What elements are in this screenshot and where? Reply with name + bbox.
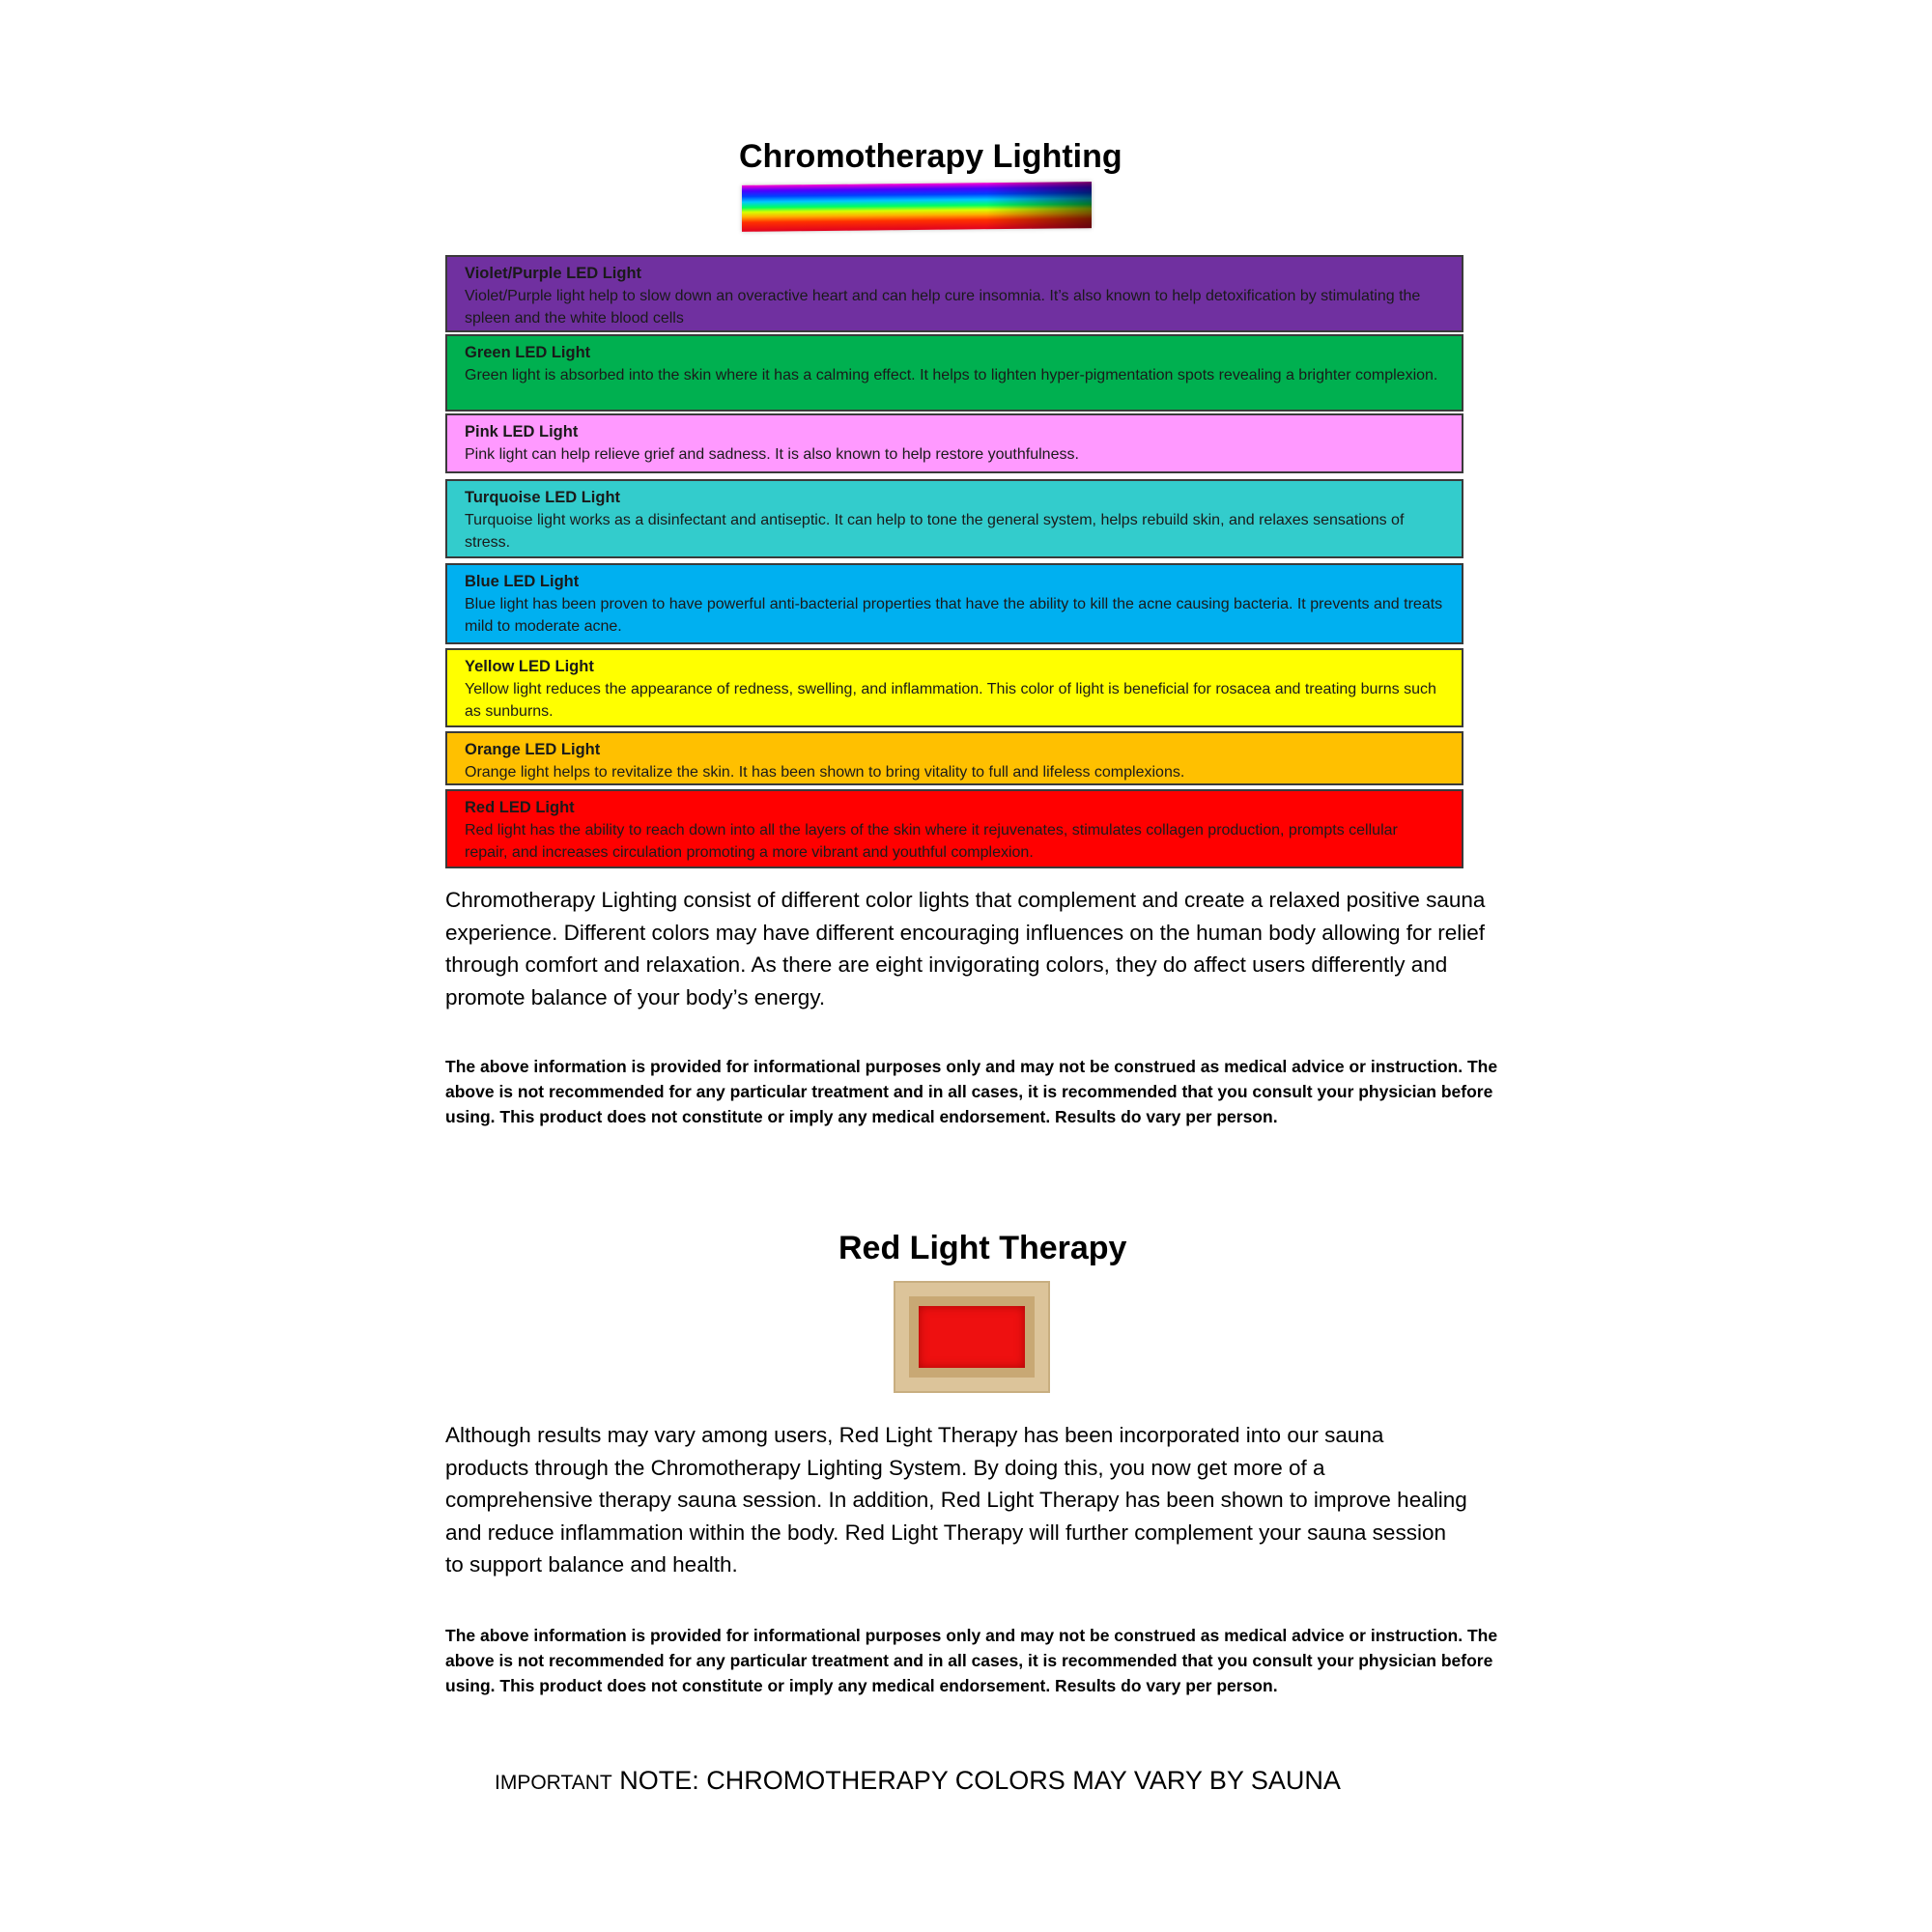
led-name: Blue LED Light [465, 573, 580, 590]
led-box-green [445, 334, 1463, 412]
led-name: Green LED Light [465, 344, 591, 361]
led-name: Turquoise LED Light [465, 489, 621, 506]
led-name: Pink LED Light [465, 423, 579, 440]
led-box-yellow [445, 648, 1463, 727]
red-light-disclaimer: The above information is provided for informational purposes only and may not be construed as medical advice or instruction. The above is not recommended for any particular treatment and in all cases, it is recommended that you consult your physician before using. This product does not constitute or imply any medical endorsement. Results do vary per person. [445, 1626, 1498, 1695]
important-note [495, 1766, 1341, 1796]
led-name: Yellow LED Light [465, 658, 594, 675]
rainbow-spectrum-image [742, 182, 1092, 232]
important-note-prefix: IMPORTANT [495, 1772, 612, 1794]
red-light-panel-image [894, 1281, 1050, 1393]
important-note-text: NOTE: CHROMOTHERAPY COLORS MAY VARY BY SAUNA [619, 1766, 1341, 1795]
led-description: Orange light helps to revitalize the skin. It has been shown to bring vitality to full and lifeless complexions. [465, 764, 1185, 781]
led-description: Yellow light reduces the appearance of redness, swelling, and inflammation. This color of light is beneficial for rosacea and treating burns such as sunburns. [465, 681, 1436, 720]
red-light-paragraph: Although results may vary among users, Red Light Therapy has been incorporated into our sauna products through the Chromotherapy Lighting System. By doing this, you now get more of a comprehensive therapy sauna session. In addition, Red Light Therapy has been shown to improve healing and reduce inflammation within the body. Red Light Therapy will further complement your sauna session to support balance and health. [445, 1423, 1467, 1577]
frame-bevel [909, 1296, 1035, 1378]
led-description: Green light is absorbed into the skin where it has a calming effect. It helps to lighten hyper-pigmentation spots revealing a brighter complexion. [465, 367, 1438, 384]
led-name: Orange LED Light [465, 741, 601, 758]
led-box-pink [445, 413, 1463, 473]
red-light-glow [919, 1306, 1025, 1368]
led-description: Blue light has been proven to have powerful anti-bacterial properties that have the ability to kill the acne causing bacteria. It prevents and treats mild to moderate acne. [465, 596, 1443, 635]
led-name: Red LED Light [465, 799, 575, 816]
led-name: Violet/Purple LED Light [465, 265, 642, 282]
red-light-therapy-title: Red Light Therapy [838, 1230, 1127, 1266]
led-description: Pink light can help relieve grief and sadness. It is also known to help restore youthfulness. [465, 446, 1079, 463]
chromotherapy-disclaimer: The above information is provided for informational purposes only and may not be construed as medical advice or instruction. The above is not recommended for any particular treatment and in all cases, it is recommended that you consult your physician before using. This product does not constitute or imply any medical endorsement. Results do vary per person. [445, 1057, 1498, 1126]
chromotherapy-title: Chromotherapy Lighting [739, 138, 1122, 175]
led-description: Turquoise light works as a disinfectant and antiseptic. It can help to tone the general system, helps rebuild skin, and relaxes sensations of stress. [465, 512, 1405, 551]
led-box-red [445, 789, 1463, 868]
led-description: Violet/Purple light help to slow down an overactive heart and can help cure insomnia. It’s also known to help detoxification by stimulating the spleen and the white blood cells [465, 288, 1421, 327]
chromotherapy-paragraph: Chromotherapy Lighting consist of different color lights that complement and create a relaxed positive sauna experience. Different colors may have different encouraging influences on the human body allowing for relief through comfort and relaxation. As there are eight invigorating colors, they do affect users differently and promote balance of your body’s energy. [445, 888, 1486, 1009]
led-box-turquoise [445, 479, 1463, 558]
led-description: Red light has the ability to reach down into all the layers of the skin where it rejuvenates, stimulates collagen production, prompts cellular repair, and increases circulation promoting a more vibrant and youthful complexion. [465, 822, 1398, 861]
led-box-orange [445, 731, 1463, 785]
led-box-violet [445, 255, 1463, 332]
led-box-blue [445, 563, 1463, 644]
